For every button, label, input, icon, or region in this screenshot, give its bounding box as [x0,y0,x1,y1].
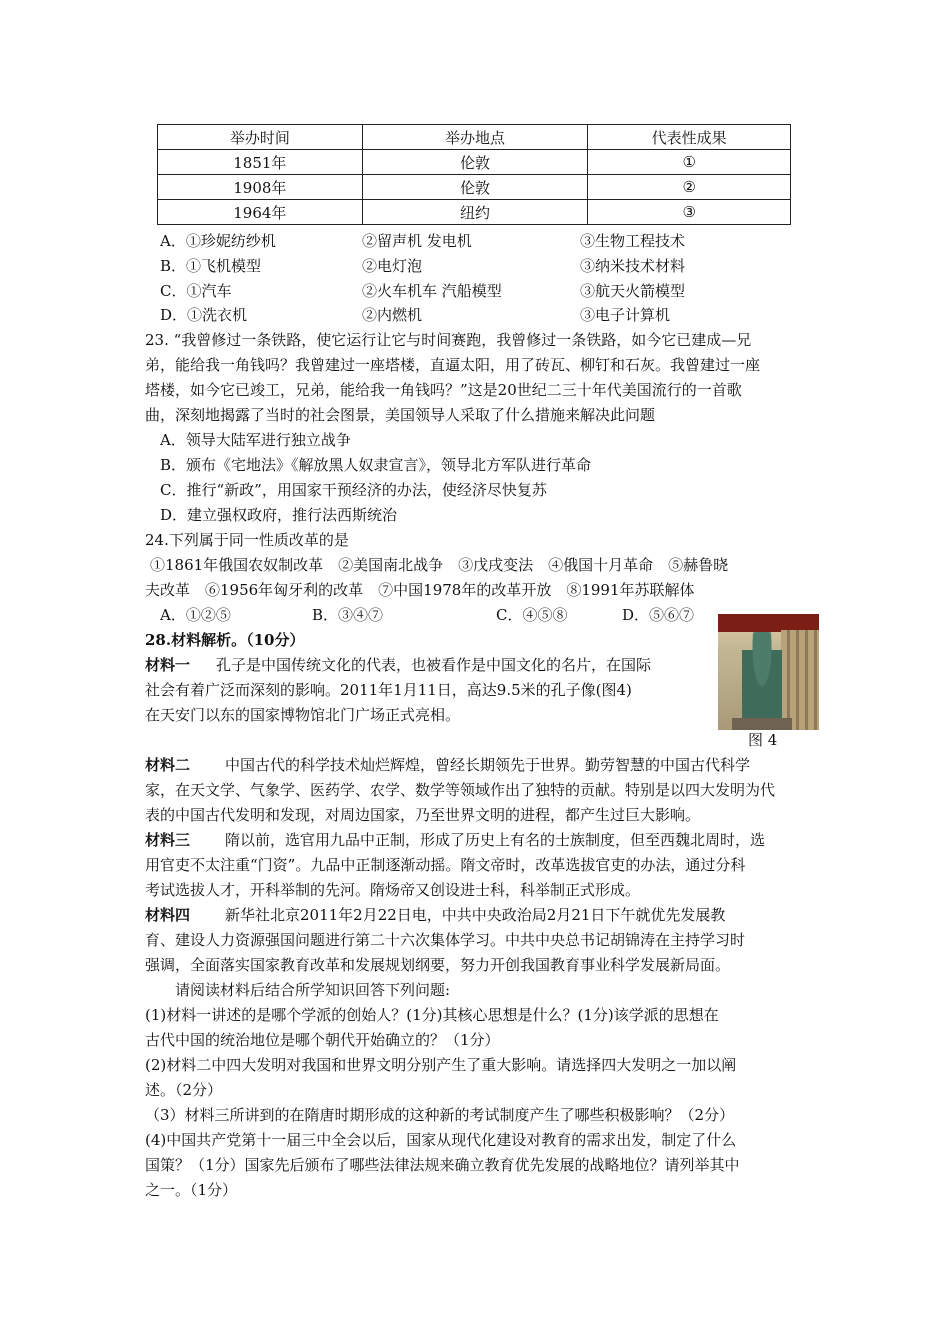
confucius-statue-photo [718,614,819,730]
table-cell: 1964年 [158,200,363,225]
q23-option-d: D．建立强权政府，推行法西斯统治 [160,506,398,524]
header-time: 举办时间 [158,125,363,150]
table-row [158,200,791,225]
q28-question-line: 国策？（1分）国家先后颁布了哪些法律法规来确立教育优先发展的战略地位？请列举其中 [145,1156,740,1174]
q23-option-a: A．领导大陆军进行独立战争 [160,431,351,449]
material-2-label: 材料二 [145,756,191,774]
q28-question-line: (4)中国共产党第十一届三中全会以后，国家从现代化建设对教育的需求出发，制定了什么 [145,1131,737,1149]
q22-option-d-1: D．①洗衣机 [160,306,248,324]
q24-option-c: C．④⑤⑧ [496,606,568,624]
q23-option-b: B．颁布《宅地法》《解放黑人奴隶宣言》，领导北方军队进行革命 [160,456,592,474]
material-4-line: 育、建设人力资源强国问题进行第二十六次集体学习。中共中央总书记胡锦涛在主持学习时 [145,931,746,949]
table-cell: 1908年 [158,175,363,200]
q22-option-a-1: A．①珍妮纺纱机 [160,232,276,250]
q28-question-line: (1)材料一讲述的是哪个学派的创始人？(1分)其核心思想是什么？(1分)该学派的思想在 [145,1006,719,1024]
material-3-line: 用官吏不太注重“门资”。九品中正制逐渐动摇。隋文帝时，改革选拔官吏的办法，通过分科 [145,856,746,874]
expo-table [157,124,791,225]
material-1-label: 材料一 [145,656,191,674]
material-3-line: 隋以前，选官用九品中正制，形成了历史上有名的士族制度，但至西魏北周时，选 [225,831,766,849]
material-2-line: 表的中国古代发明和发现，对周边国家，乃至世界文明的进程，都产生过巨大影响。 [145,806,701,824]
q22-option-a-3: ③生物工程技术 [580,232,686,250]
q22-option-c-2: ②火车机车 汽船模型 [362,282,502,300]
header-result: 代表性成果 [588,125,791,150]
q23-stem-line: 曲，深刻地揭露了当时的社会图景，美国领导人采取了什么措施来解决此问题 [145,406,656,424]
material-2-line: 中国古代的科学技术灿烂辉煌，曾经长期领先于世界。勤劳智慧的中国古代科学 [225,756,751,774]
table-header-row [158,125,791,150]
q28-question-line: 述。（2分） [145,1081,223,1099]
table-cell: 伦敦 [362,175,588,200]
q23-option-c: C．推行“新政”，用国家干预经济的办法，使经济尽快复苏 [160,481,547,499]
q22-option-c-1: C．①汽车 [160,282,232,300]
material-3-line: 考试选拔人才，开科举制的先河。隋炀帝又创设进士科，科举制正式形成。 [145,881,641,899]
figure-caption: 图 4 [748,731,778,749]
table-row [158,150,791,175]
q22-option-d-2: ②内燃机 [362,306,423,324]
material-1-line: 社会有着广泛而深刻的影响。2011年1月11日，高达9.5米的孔子像(图4) [145,681,632,699]
q28-question-line: (2)材料二中四大发明对我国和世界文明分别产生了重大影响。请选择四大发明之一加以阐 [145,1056,737,1074]
q24-items-line: ①1861年俄国农奴制改革 ②美国南北战争 ③戊戌变法 ④俄国十月革命 ⑤赫鲁晓 [150,556,729,574]
q24-option-a: A．①②⑤ [160,606,231,624]
table-cell: 1851年 [158,150,363,175]
q23-stem-line: 23. “我曾修过一条铁路，使它运行让它与时间赛跑，我曾修过一条铁路，如今它已建成—兄 [145,331,752,349]
q22-option-b-3: ③纳米技术材料 [580,257,686,275]
material-1-line: 孔子是中国传统文化的代表，也被看作是中国文化的名片，在国际 [216,656,652,674]
q23-stem-line: 塔楼，如今它已竣工，兄弟，能给我一角钱吗？”这是20世纪二三十年代美国流行的一首歌 [145,381,742,399]
q24-items-line: 夫改革 ⑥1956年匈牙利的改革 ⑦中国1978年的改革开放 ⑧1991年苏联解体 [145,581,695,599]
material-1-line: 在天安门以东的国家博物馆北门广场正式亮相。 [145,706,461,724]
material-4-line: 强调，全面落实国家教育改革和发展规划纲要，努力开创我国教育事业科学发展新局面。 [145,956,731,974]
q28-question-line: 古代中国的统治地位是哪个朝代开始确立的？（1分） [145,1031,500,1049]
q28-title: 28.材料解析。（10分） [145,631,305,649]
q24-stem: 24.下列属于同一性质改革的是 [145,531,349,549]
table-row [158,175,791,200]
table-cell: 伦敦 [362,150,588,175]
q28-question-line: 之一。（1分） [145,1181,238,1199]
q22-option-b-2: ②电灯泡 [362,257,423,275]
q22-option-b-1: B．①飞机模型 [160,257,262,275]
q22-option-c-3: ③航天火箭模型 [580,282,686,300]
q24-option-b: B．③④⑦ [312,606,384,624]
material-4-line: 新华社北京2011年2月22日电，中共中央政治局2月21日下午就优先发展教 [225,906,726,924]
header-place: 举办地点 [362,125,588,150]
material-4-label: 材料四 [145,906,191,924]
q22-option-a-2: ②留声机 发电机 [362,232,472,250]
table-cell: 纽约 [362,200,588,225]
table-cell: ② [588,175,791,200]
q23-stem-line: 弟，能给我一角钱吗？我曾建过一座塔楼，直逼太阳，用了砖瓦、柳钉和石灰。我曾建过一座 [145,356,761,374]
table-cell: ① [588,150,791,175]
material-2-line: 家，在天文学、气象学、医药学、农学、数学等领域作出了独特的贡献。特别是以四大发明为代 [145,781,776,799]
material-3-label: 材料三 [145,831,191,849]
q28-question-line: （3）材料三所讲到的在隋唐时期形成的这种新的考试制度产生了哪些积极影响？（2分） [145,1106,735,1124]
q28-instruction: 请阅读材料后结合所学知识回答下列问题: [175,981,451,999]
q24-option-d: D．⑤⑥⑦ [622,606,695,624]
table-cell: ③ [588,200,791,225]
q22-option-d-3: ③电子计算机 [580,306,671,324]
